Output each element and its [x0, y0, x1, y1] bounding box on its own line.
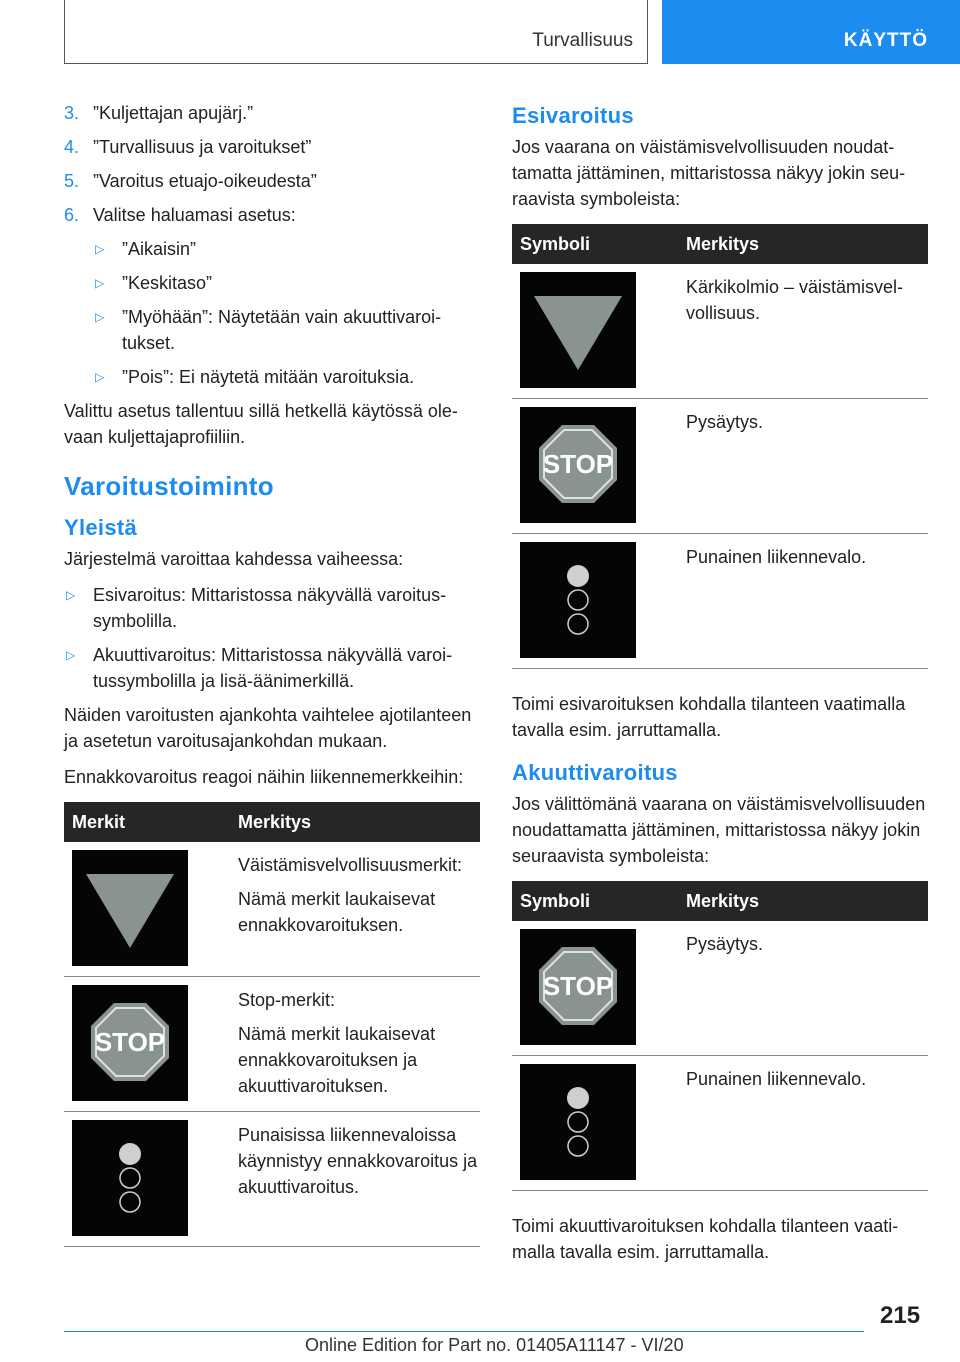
- list-item: ▷ ”Keskitaso”: [93, 270, 480, 296]
- prewarning-text: Jos vaarana on väistämisvelvollisuuden noudattamatta jättäminen, mittaristossa näkyy jokin seuraavista symboleista:: [512, 137, 906, 209]
- stop-sign-icon: [520, 929, 636, 1045]
- stop-sign-icon: [520, 407, 636, 523]
- header-section-title: Turvallisuus: [532, 30, 633, 51]
- table-header-symbol: Symboli: [512, 881, 686, 921]
- acute-symbols-table: [512, 881, 928, 1191]
- saved-setting-note: Valittu asetus tallentuu sillä hetkellä käytössä olevaan kuljettajaprofiiliin.: [64, 401, 458, 447]
- table-row: STOP Stop-merkit: Nämä merkit laukaisevat ennakkovaroituksen ja akuuttivaroituksen.: [64, 977, 480, 1112]
- list-item: ▷ ”Pois”: Ei näytetä mitään varoituksia.: [93, 364, 480, 390]
- step-text: Valitse haluamasi asetus:: [93, 205, 296, 225]
- step-text: ”Kuljettajan apujärj.”: [93, 103, 254, 123]
- table-row: STOP Pysäytys.: [512, 399, 928, 534]
- table-row: Väistämisvelvollisuusmerkit: Nämä merkit laukaisevat ennakkovaroituksen.: [64, 842, 480, 977]
- right-column: [512, 100, 928, 1275]
- table-header-meaning: Merkitys: [238, 802, 480, 842]
- step-item: 6. Valitse haluamasi asetus:: [64, 202, 480, 228]
- list-item: ▷ Esivaroitus: Mittaristossa näkyvällä varoitussymbolilla.: [64, 582, 480, 634]
- subsection-heading: Esivaroitus: [512, 103, 634, 128]
- left-column: [64, 100, 480, 1247]
- bullet-triangle-icon: ▷: [66, 648, 76, 662]
- step-item: 3. ”Kuljettajan apujärj.”: [64, 100, 480, 126]
- table-row: Punaisissa liikennevaloissa käynnistyy ennakkovaroitus ja akuuttivaroitus.: [64, 1112, 480, 1247]
- yield-sign-icon: [520, 272, 636, 388]
- footer-divider: [64, 1331, 864, 1332]
- page-number: 215: [880, 1302, 921, 1329]
- list-item: ▷ Akuuttivaroitus: Mittaristossa näkyvällä varoitussymbolilla ja lisä-äänimerkillä.: [64, 642, 480, 694]
- svg-text:STOP: STOP: [542, 449, 614, 479]
- header-chapter-title: KÄYTTÖ: [843, 30, 928, 51]
- traffic-light-icon: [520, 542, 636, 658]
- traffic-light-icon: [72, 1120, 188, 1236]
- intro-text: Järjestelmä varoittaa kahdessa vaiheessa:: [64, 549, 404, 569]
- section-heading: Varoitustoiminto: [64, 471, 274, 501]
- table-row: Kärkikolmio – väistämisvelvollisuus.: [512, 264, 928, 399]
- table-row: Punainen liikennevalo.: [512, 1056, 928, 1191]
- list-item: ▷ ”Myöhään”: Näytetään vain akuuttivaroitukset.: [93, 304, 480, 356]
- prewarning-symbols-table: [512, 224, 928, 669]
- setting-options-list: [64, 236, 480, 390]
- table-header-signs: Merkit: [64, 802, 238, 842]
- prewarning-action: Toimi esivaroituksen kohdalla tilanteen vaatimalla tavalla esim. jarruttamalla.: [512, 694, 906, 740]
- list-item: ▷ ”Aikaisin”: [93, 236, 480, 262]
- signs-table: [64, 802, 480, 1247]
- timing-note: Näiden varoitusten ajankohta vaihtelee ajotilanteen ja asetetun varoitusajankohdan mukaan.: [64, 705, 472, 751]
- table-header-symbol: Symboli: [512, 224, 686, 264]
- header-chapter-tab: [662, 0, 960, 64]
- step-item: 5. ”Varoitus etuajo-oikeudesta”: [64, 168, 480, 194]
- bullet-triangle-icon: ▷: [95, 370, 105, 384]
- subsection-heading: Yleistä: [64, 515, 138, 540]
- header-section-box: [64, 0, 648, 64]
- edition-note: Online Edition for Part no. 01405A11147 - VI/20: [305, 1335, 684, 1355]
- table-header-meaning: Merkitys: [686, 881, 928, 921]
- step-item: 4. ”Turvallisuus ja varoitukset”: [64, 134, 480, 160]
- table-row: Punainen liikennevalo.: [512, 534, 928, 669]
- traffic-light-icon: [520, 1064, 636, 1180]
- bullet-triangle-icon: ▷: [95, 242, 105, 256]
- signs-note: Ennakkovaroitus reagoi näihin liikennemerkkeihin:: [64, 767, 464, 787]
- yield-sign-icon: [72, 850, 188, 966]
- table-row: STOP Pysäytys.: [512, 921, 928, 1056]
- svg-text:STOP: STOP: [542, 971, 614, 1001]
- table-header-meaning: Merkitys: [686, 224, 928, 264]
- subsection-heading: Akuuttivaroitus: [512, 760, 678, 785]
- svg-text:STOP: STOP: [94, 1027, 166, 1057]
- step-text: ”Turvallisuus ja varoitukset”: [93, 137, 312, 157]
- acute-warning-action: Toimi akuuttivaroituksen kohdalla tilanteen vaatimalla tavalla esim. jarruttamalla.: [512, 1216, 899, 1262]
- bullet-triangle-icon: ▷: [95, 276, 105, 290]
- bullet-triangle-icon: ▷: [95, 310, 105, 324]
- bullet-triangle-icon: ▷: [66, 588, 76, 602]
- step-text: ”Varoitus etuajo-oikeudesta”: [93, 171, 317, 191]
- stop-sign-icon: [72, 985, 188, 1101]
- acute-warning-text: Jos välittömänä vaarana on väistämisvelvollisuuden noudattamatta jättäminen, mittaristossa näkyy jokin seuraavista symboleista:: [512, 794, 926, 866]
